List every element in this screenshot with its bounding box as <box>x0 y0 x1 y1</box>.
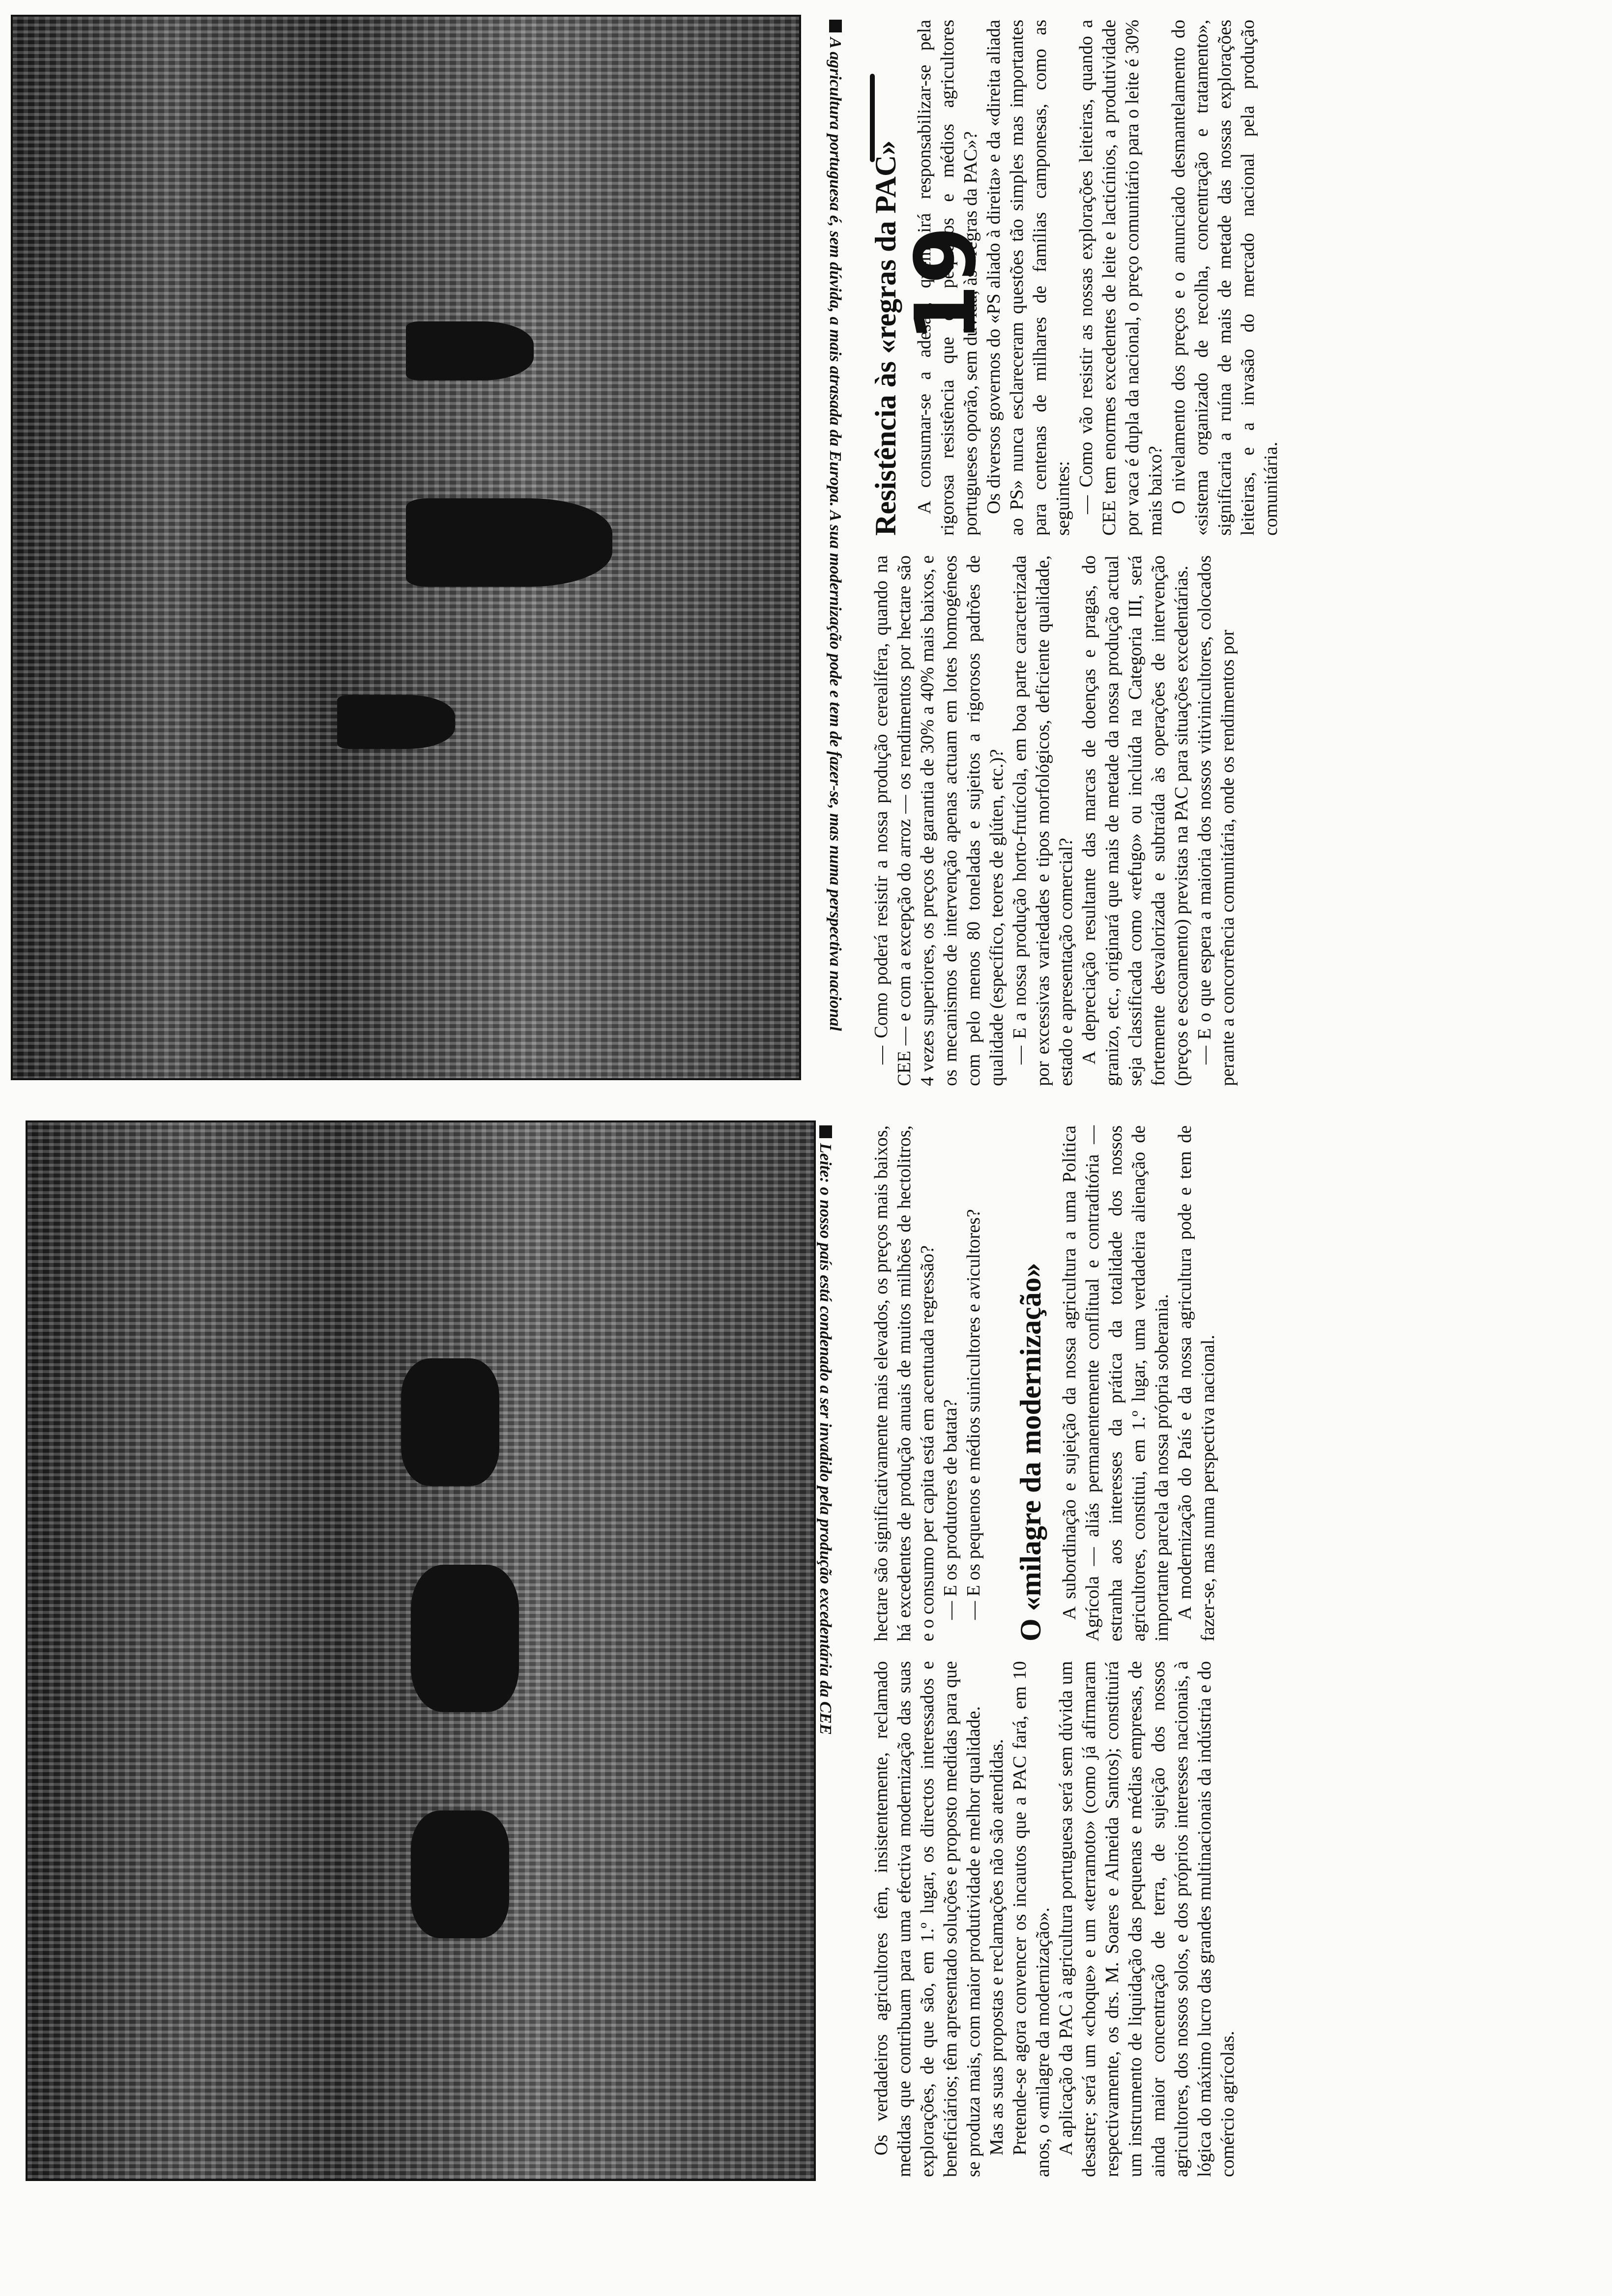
article1-cont2-paragraph: hectare são significativamente mais elevados, os preços mais baixos, há excedentes de produção anuais de muitos milhões de hectolitros, e o consumo per capita está em acentuada regressão? <box>871 1125 938 1641</box>
caption-bullet-icon <box>829 20 842 32</box>
handwritten-page-number: 19 <box>897 226 995 343</box>
article1-cont-paragraph: — E a nossa produção horto-frutícola, em boa parte caracterizada por excessivas variedades e tipos morfológicos, deficiente qualidade, estado e apresentação comercial? <box>1009 555 1076 1086</box>
article1-paragraph: O nivelamento dos preços e o anunciado desmantelamento do «sistema organizado de recolha, concentração e tratamento», significaria a ruína de mais de metade das nossas explorações leiteiras, e a invasão do mercado nacional pela produção comunitária. <box>1168 20 1281 536</box>
article3-paragraph: Pretende-se agora convencer os incautos que a PAC fará, em 10 anos, o «milagre da modernização». <box>1009 1661 1053 2177</box>
photo-farmers-field <box>11 15 801 1080</box>
photo1-caption-text: A agricultura portuguesa é, sem dúvida, a mais atrasada da Europa. A sua modernização pode e tem de fazer-se, mas numa perspectiva nacional <box>826 37 844 1031</box>
photo-figure <box>406 321 534 380</box>
photo2-caption-text: Leite: o nosso país está condenado a ser invadido pela produção excedentária da CEE <box>816 1143 835 1735</box>
article1-cont-paragraph: — Como poderá resistir a nossa produção cerealífera, quando na CEE — e com a excepção do arroz — os rendimentos por hectare são 4 vezes superiores, os preços de garantia de 30% a 40% mais baixos, e os mecanismos de intervenção apenas actuam em lotes homogéneos com pelo menos 80 toneladas e sujeitos a rigorosos padrões de qualidade (específico, teores de glúten, etc.)? <box>871 555 1007 1086</box>
article2-paragraph: A subordinação e sujeição da nossa agricultura a uma Política Agrícola — aliás permanentemente conflitual e contraditória — estranha aos interesses da prática da totalidade dos nossos agricultores, constitui, em 1.º lugar, uma verdadeira alienação de importante parcela da nossa própria soberania. <box>1059 1125 1172 1641</box>
article2-column <box>870 1125 1597 1641</box>
photo1-caption <box>825 20 845 1081</box>
article3-paragraph: Os verdadeiros agricultores têm, insistentemente, reclamado medidas que contribuam para uma efectiva modernização das suas explorações, de que são, em 1.º lugar, os directos interessados e beneficiários; têm apresentado soluções e proposto medidas para que se produza mais, com maior produtividade e melhor qualidade. <box>871 1661 984 2177</box>
photo-figure <box>406 498 612 587</box>
photo-figure <box>411 1565 519 1712</box>
article1-cont2-paragraph: — E os produtores de batata? <box>940 1399 961 1620</box>
photo-figure <box>337 695 455 749</box>
article2-paragraph: A modernização do País e da nossa agricultura pode e tem de fazer-se, mas numa perspectiva nacional. <box>1175 1125 1218 1641</box>
caption-bullet-icon <box>819 1125 832 1138</box>
article3-paragraph: A aplicação da PAC à agricultura portuguesa será sem dúvida um desastre; será um «choque» e um «terramoto» (como já afirmaram respectivamente, os drs. M. Soares e Almeida Santos); constituirá um instrumento de liquidação das pequenas e médias empresas, de ainda maior concentração de terra, de sujeição dos nossos agricultores, dos nossos solos, e dos próprios interesses nacionais, à lógica do máximo lucro das grandes multinacionais da indústria e do comércio agrícolas. <box>1056 1661 1238 2177</box>
photo-figure <box>411 1810 509 1938</box>
article2-headline: O «milagre da modernização» <box>1014 1263 1047 1641</box>
photo-dairy-cows <box>26 1120 816 2181</box>
article1-cont2-paragraph: — E os pequenos e médios suinicultores e avicultores? <box>963 1209 984 1620</box>
article3-paragraph: Mas as suas propostas e reclamações não são atendidas. <box>986 1739 1007 2155</box>
article1-cont-paragraph: — E o que espera a maioria dos nossos vitivinicultores, colocados perante a concorrência comunitária, onde os rendimentos por <box>1194 555 1238 1086</box>
article1-cont-paragraph: A depreciação resultante das marcas de doenças e pragas, do granizo, etc., originará que mais de metade da nossa produção actual seja classificada como «refugo» ou incluída na Categoria III, será fortemente desvalorizada e subtraída às operações de intervenção (preços e escoamento) previstas na PAC para situações excedentárias. <box>1079 555 1192 1086</box>
article1-continuation-column <box>870 555 1597 1086</box>
photo-figure <box>401 1358 499 1486</box>
article1-paragraph: Os diversos governos do «PS aliado à direita» e da «direita aliada ao PS» nunca esclareceram questões tão simples mas importantes para centenas de milhares de famílias camponesas, como as seguintes: <box>983 20 1073 536</box>
photo2-caption <box>815 1125 835 2182</box>
article1-paragraph: — Como vão resistir as nossas explorações leiteiras, quando a CEE tem enormes excedentes de leite e lacticínios, a produtividade por vaca é dupla da nacional, o preço comunitário para o leite é 30% mais baixo? <box>1076 20 1166 536</box>
article1-column <box>870 20 1597 536</box>
article3-column <box>870 1661 1597 2177</box>
article1-paragraph: A consumar-se a adesão, quem irá responsabilizar-se pela rigorosa resistência que os pequenos e médios agricultores portugueses oporão, sem dúvida, às «regras da PAC»? <box>914 20 981 536</box>
article1-headline: Resistência às «regras da PAC» <box>869 140 902 536</box>
